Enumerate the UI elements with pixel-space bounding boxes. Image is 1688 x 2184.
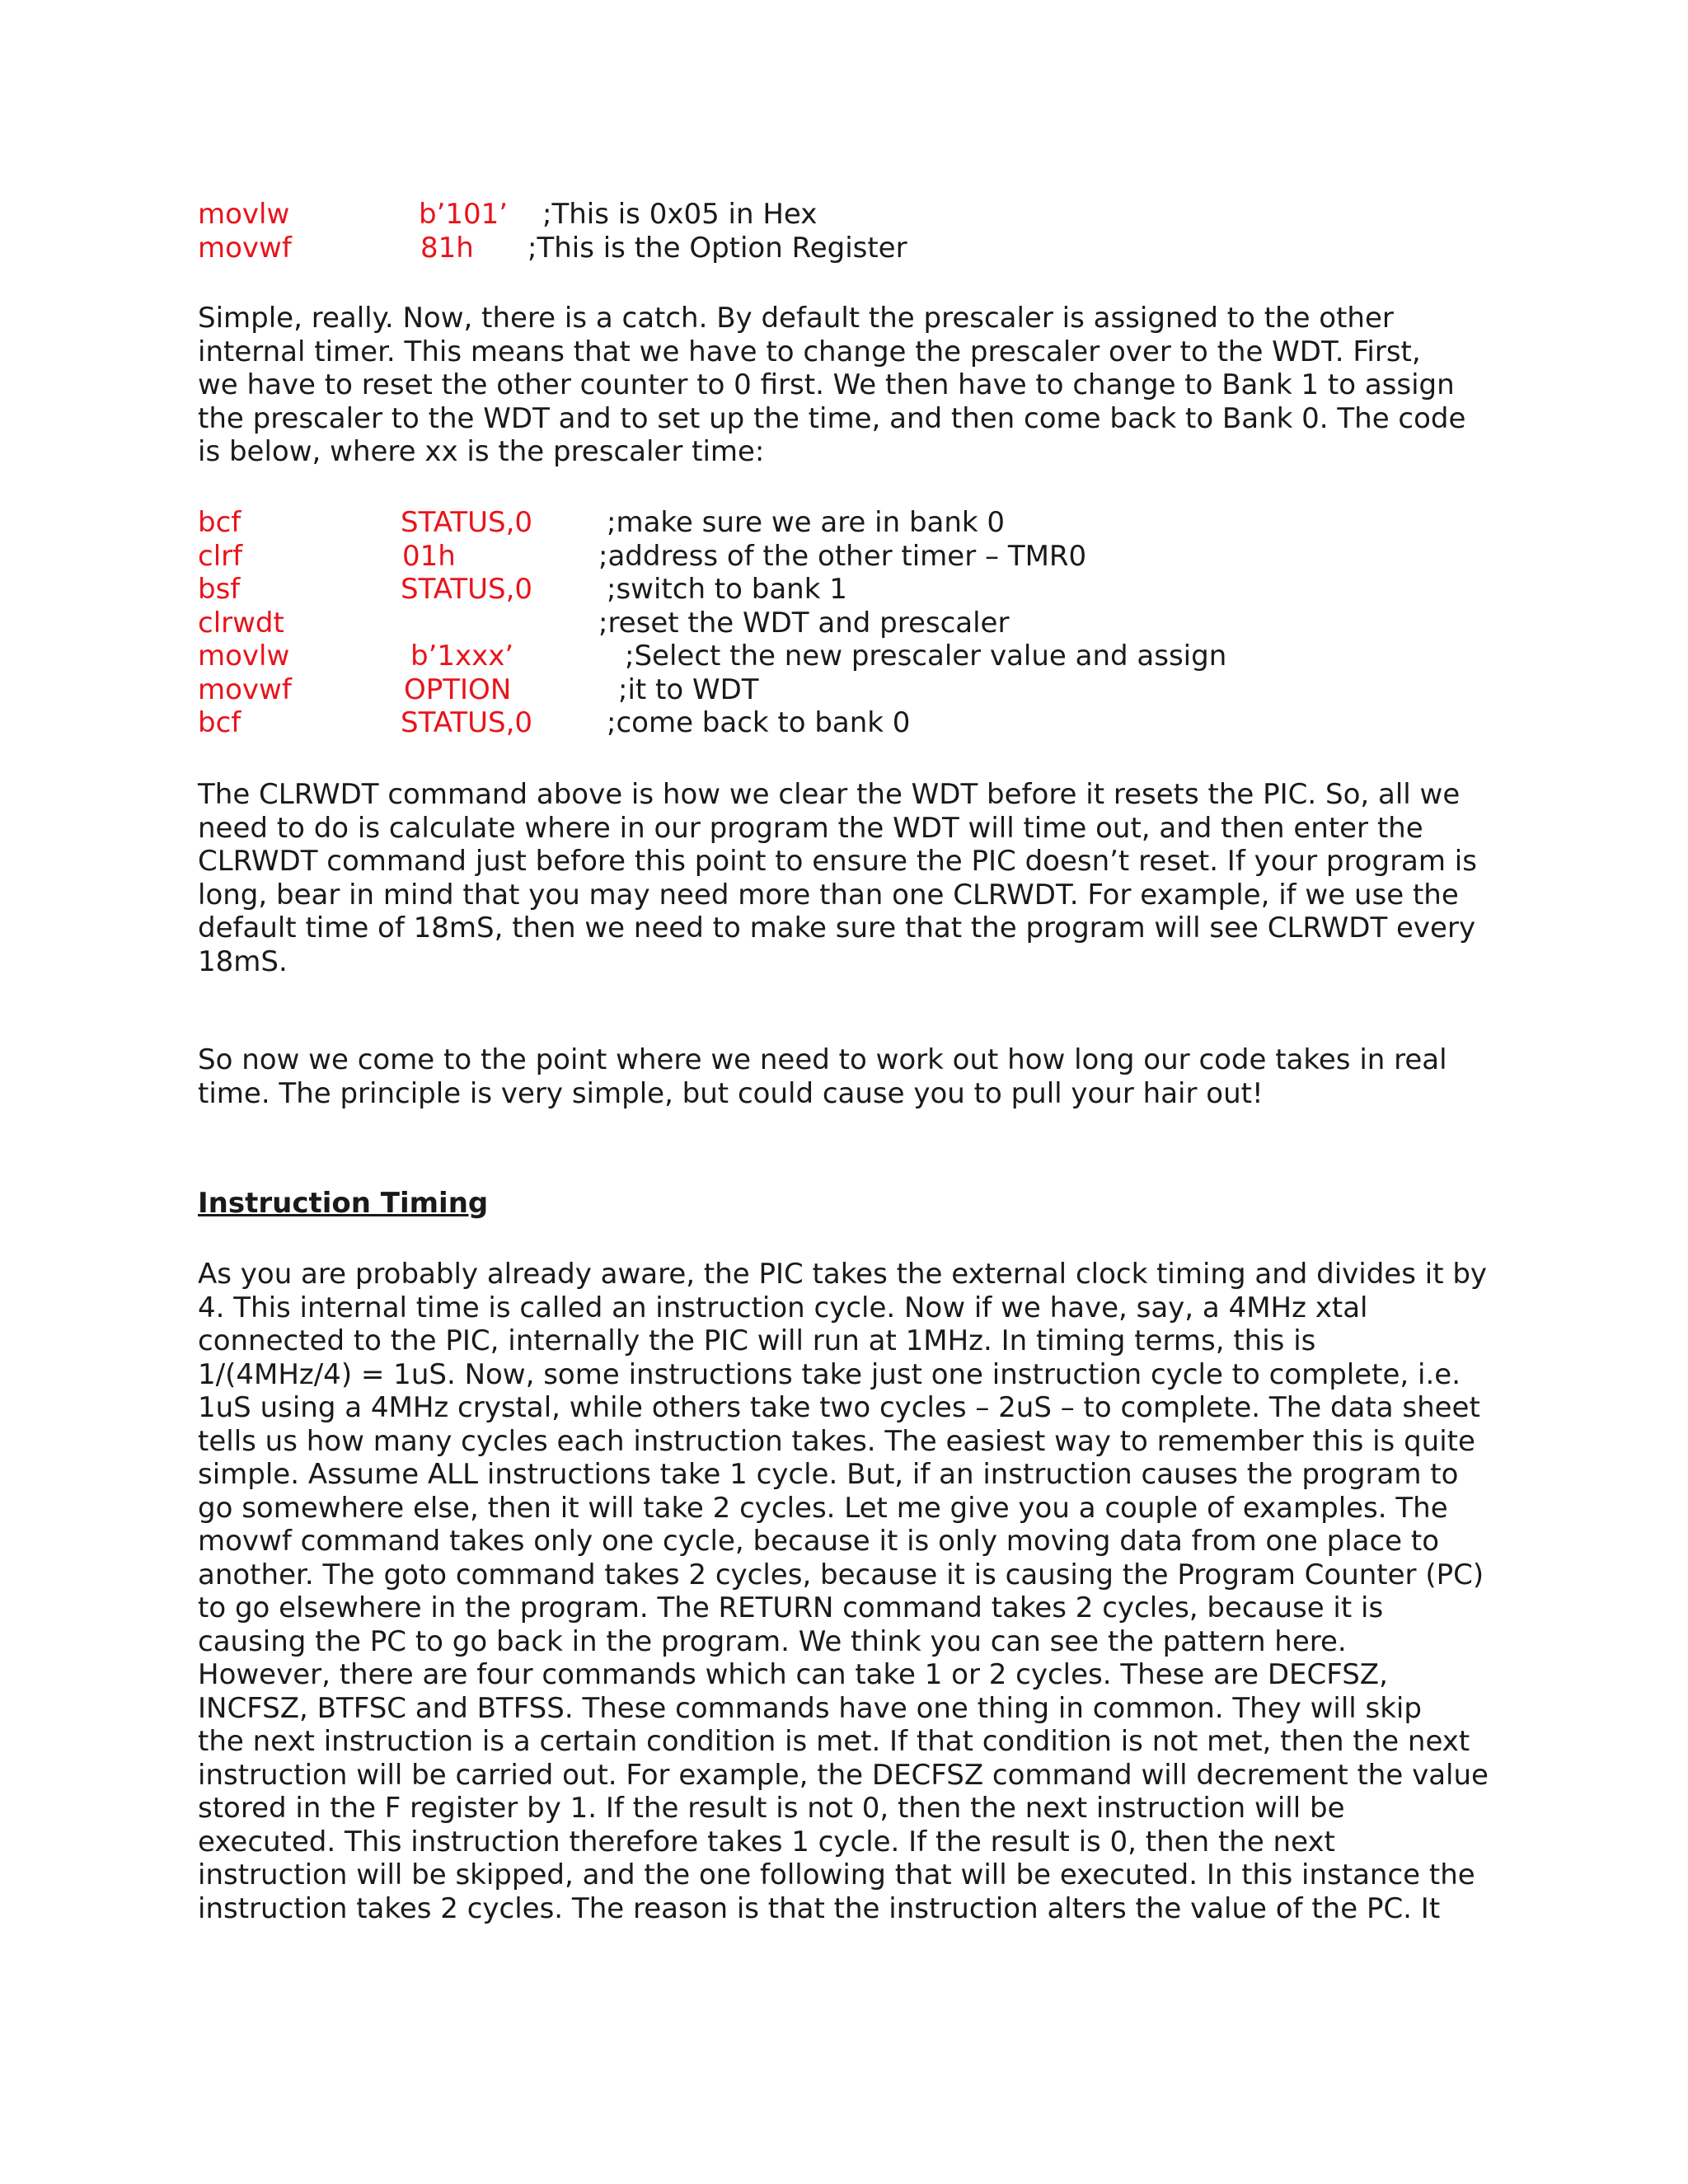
paragraph-prescaler-catch: Simple, really. Now, there is a catch. By default the prescaler is assigned to the other internal timer. This means that we have to change the prescaler over to the WDT. First, we have to reset the other counter to 0 first. We then have to change to Bank 1 to assign the prescaler to the WDT and to set up the time, and then come back to Bank 0. The code is below, where xx is the prescaler time: [198,302,1466,468]
paragraph-code-timing-intro: So now we come to the point where we need to work out how long our code takes in real time. The principle is very simple, but could cause you to pull your hair out! [198,1043,1447,1110]
code-mnemonic: movlw [198,640,290,673]
code-line [198,640,1517,673]
code-operand: STATUS,0 [401,573,533,606]
paragraph-instruction-timing: As you are probably already aware, the PIC takes the external clock timing and divides it by 4. This internal time is called an instruction cycle. Now if we have, say, a 4MHz xtal connected to the PIC, internally the PIC will run at 1MHz. In timing terms, this is 1/(4MHz/4) = 1uS. Now, some instructions take just one instruction cycle to complete, i.e. 1uS using a 4MHz crystal, while others take two cycles – 2uS – to complete. The data sheet tells us how many cycles each instruction takes. The easiest way to remember this is quite simple. Assume ALL instructions take 1 cycle. But, if an instruction causes the program to go somewhere else, then it will take 2 cycles. Let me give you a couple of examples. The movwf command takes only one cycle, because it is only moving data from one place to another. The goto command takes 2 cycles, because it is causing the Program Counter (PC) to go elsewhere in the program. The RETURN command takes 2 cycles, because it is causing the PC to go back in the program. We think you can see the pattern here. However, there are four commands which can take 1 or 2 cycles. These are DECFSZ, INCFSZ, BTFSC and BTFSS. These commands have one thing in common. They will skip the next instruction is a certain condition is met. If that condition is not met, then the next instruction will be carried out. For example, the DECFSZ command will decrement the value stored in the F register by 1. If the result is not 0, then the next instruction will be executed. This instruction therefore takes 1 cycle. If the result is 0, then the next instruction will be skipped, and the one following that will be executed. In this instance the instruction takes 2 cycles. The reason is that the instruction alters the value of the PC. It [198,1258,1489,1925]
code-operand: b’101’ [419,198,509,231]
code-line [198,706,1517,740]
code-line [198,506,1517,540]
code-comment: ;Select the new prescaler value and assign [625,640,1227,673]
code-comment: ;This is 0x05 in Hex [542,198,818,231]
code-line [198,232,1517,265]
code-operand: OPTION [404,673,512,706]
code-mnemonic: clrf [198,539,243,573]
code-mnemonic: movlw [198,198,290,231]
code-mnemonic: bcf [198,506,241,539]
code-operand: 81h [420,231,474,265]
code-line [198,673,1517,707]
code-comment: ;come back to bank 0 [607,706,911,739]
code-comment: ;switch to bank 1 [607,573,847,606]
code-line [198,198,1517,232]
code-block-option-register [198,198,1517,265]
code-comment: ;address of the other timer – TMR0 [598,539,1087,573]
code-operand: 01h [402,539,456,573]
code-line [198,607,1517,640]
code-block-wdt-prescaler [198,506,1517,740]
paragraph-clrwdt: The CLRWDT command above is how we clear the WDT before it resets the PIC. So, all we need to do is calculate where in our program the WDT will time out, and then enter the CLRWDT command just before this point to ensure the PIC doesn’t reset. If your program is long, bear in mind that you may need more than one CLRWDT. For example, if we use the default time of 18mS, then we need to make sure that the program will see CLRWDT every 18mS. [198,778,1477,978]
code-line [198,540,1517,574]
section-heading: Instruction Timing [198,1187,489,1220]
code-comment: ;This is the Option Register [528,231,907,265]
code-operand: STATUS,0 [401,506,533,539]
code-comment: ;make sure we are in bank 0 [607,506,1006,539]
code-mnemonic: movwf [198,673,292,706]
code-mnemonic: bsf [198,573,241,606]
code-operand: b’1xxx’ [410,640,514,673]
code-comment: ;it to WDT [618,673,759,706]
code-comment: ;reset the WDT and prescaler [598,606,1010,640]
code-line [198,573,1517,607]
code-mnemonic: clrwdt [198,606,284,640]
code-mnemonic: bcf [198,706,241,739]
code-mnemonic: movwf [198,231,292,265]
code-operand: STATUS,0 [401,706,533,739]
